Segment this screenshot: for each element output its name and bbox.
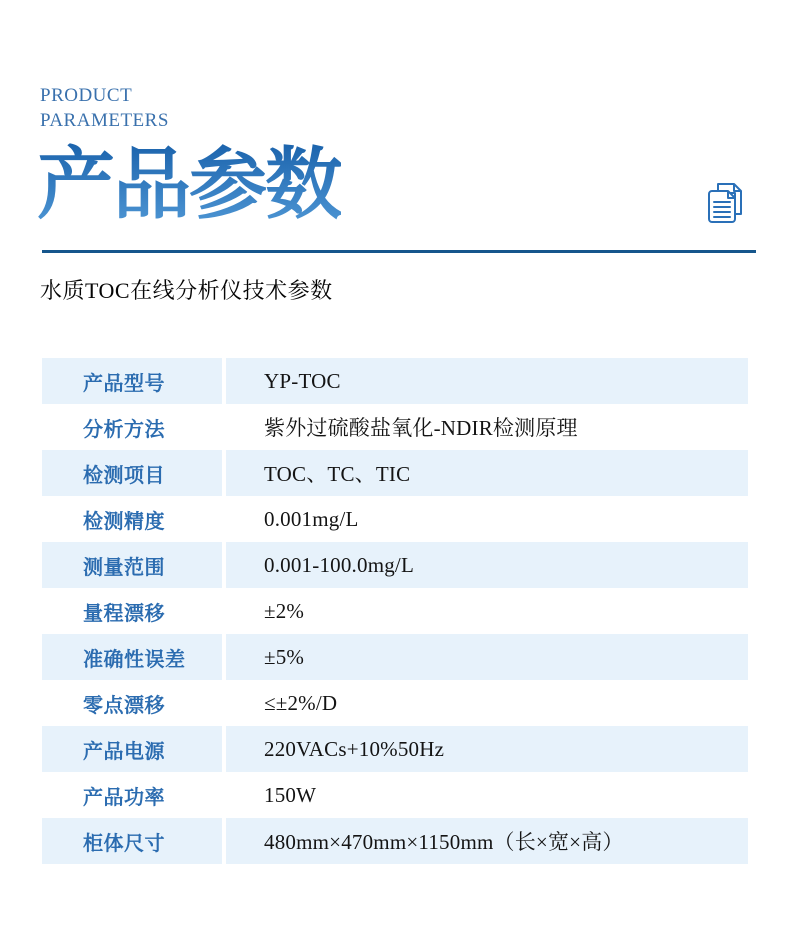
spec-value: ±5%	[226, 634, 748, 680]
spec-value: 0.001-100.0mg/L	[226, 542, 748, 588]
spec-label: 柜体尺寸	[42, 818, 222, 864]
spec-label: 准确性误差	[42, 634, 222, 680]
table-subtitle: 水质TOC在线分析仪技术参数	[40, 278, 333, 303]
table-row	[42, 634, 748, 680]
table-row	[42, 588, 748, 634]
table-row	[42, 450, 748, 496]
eyebrow-line-2: PARAMETERS	[40, 110, 169, 131]
table-row	[42, 358, 748, 404]
spec-label: 分析方法	[83, 418, 165, 441]
table-row	[42, 496, 748, 542]
spec-value: 480mm×470mm×1150mm（长×宽×高）	[226, 818, 748, 864]
spec-label: 检测精度	[83, 510, 165, 533]
table-row	[42, 542, 748, 588]
table-row	[42, 680, 748, 726]
table-row	[42, 726, 748, 772]
table-row	[42, 818, 748, 864]
spec-table	[42, 358, 748, 864]
spec-label: 零点漂移	[83, 694, 165, 717]
spec-label: 产品功率	[83, 786, 165, 809]
spec-value: 0.001mg/L	[264, 506, 359, 531]
eyebrow-line-1: PRODUCT	[40, 85, 133, 106]
spec-value: 220VACs+10%50Hz	[226, 726, 748, 772]
spec-label: 测量范围	[42, 542, 222, 588]
spec-value: ≤±2%/D	[264, 690, 338, 715]
table-row	[42, 404, 748, 450]
spec-value: TOC、TC、TIC	[226, 450, 748, 496]
copy-document-icon	[704, 181, 748, 225]
table-row	[42, 772, 748, 818]
spec-value: YP-TOC	[226, 358, 748, 404]
spec-label: 产品电源	[42, 726, 222, 772]
spec-value: ±2%	[264, 598, 305, 623]
spec-label: 量程漂移	[83, 602, 165, 625]
spec-label: 产品型号	[42, 358, 222, 404]
page-title: 产品参数	[37, 140, 342, 230]
title-divider	[42, 250, 756, 253]
eyebrow-heading	[40, 83, 169, 133]
spec-label: 检测项目	[42, 450, 222, 496]
spec-value: 紫外过硫酸盐氧化-NDIR检测原理	[264, 416, 578, 440]
spec-value: 150W	[264, 782, 317, 807]
